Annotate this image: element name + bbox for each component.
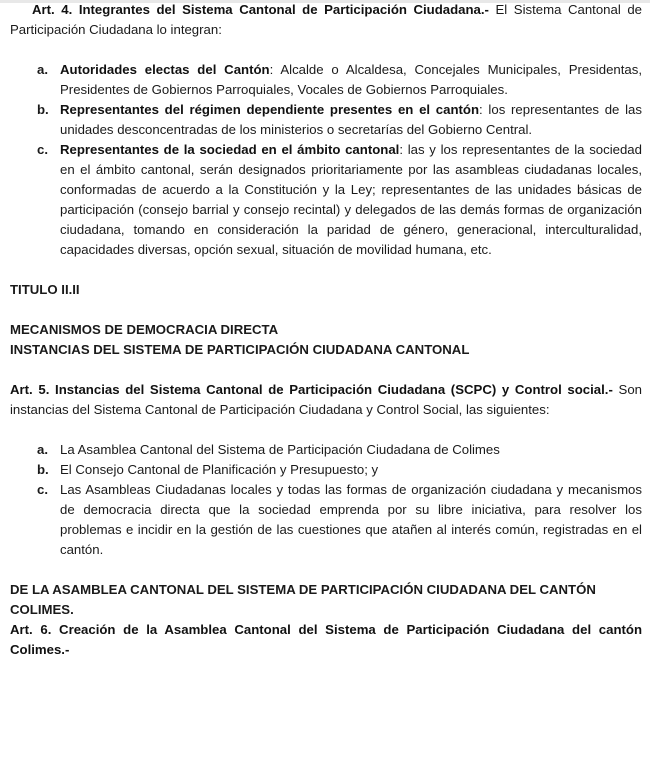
art5-list	[10, 440, 642, 560]
item-title: Autoridades electas del Cantón	[60, 62, 270, 77]
art5-paragraph	[10, 380, 642, 420]
item-text: Las Asambleas Ciudadanas locales y todas las formas de organización ciudadana y mecanismos de democracia directa que la sociedad emprenda por su libre iniciativa, para resolver los problemas e incidir en la gestión de las cuestiones que atañen al interés común, registradas en el cantón.	[60, 482, 642, 557]
art4-item-c	[10, 140, 642, 260]
item-text: : las y los representantes de la sociedad en el ámbito cantonal, serán designados prioritariamente por las asambleas ciudadanas locales, conformadas de acuerdo a la Constitución y la Ley; representantes de las unidades básicas de participación (consejo barrial y consejo recintal) y delegados de las demás formas de organización ciudadana, tomando en consideración la paridad de género, generacional, interculturalidad, capacidades diversas, opción sexual, situación de movilidad humana, etc.	[60, 142, 642, 257]
titulo-heading: TITULO II.II	[10, 282, 80, 297]
list-letter: c.	[37, 142, 48, 157]
art5-item-c	[10, 480, 642, 560]
art5-item-b	[10, 460, 642, 480]
item-text: El Consejo Cantonal de Planificación y Presupuesto; y	[60, 462, 379, 477]
art6-label: Art. 6. Creación de la Asamblea Cantonal del Sistema de Participación Ciudadana del cantón Colimes.-	[10, 622, 642, 657]
art4-label: Art. 4. Integrantes del Sistema Cantonal de Participación Ciudadana.-	[32, 2, 489, 17]
list-letter: c.	[37, 482, 48, 497]
instancias-heading: INSTANCIAS DEL SISTEMA DE PARTICIPACIÓN CIUDADANA CANTONAL	[10, 342, 470, 357]
document-page	[10, 0, 642, 660]
asamblea-heading: DE LA ASAMBLEA CANTONAL DEL SISTEMA DE PARTICIPACIÓN CIUDADANA DEL CANTÓN COLIMES.	[10, 582, 596, 617]
item-title: Representantes de la sociedad en el ámbito cantonal	[60, 142, 400, 157]
list-letter: a.	[37, 62, 48, 77]
mecanismos-heading: MECANISMOS DE DEMOCRACIA DIRECTA	[10, 322, 279, 337]
art5-text: Son instancias del Sistema Cantonal de Participación Ciudadana y Control Social, las siguientes:	[10, 382, 642, 417]
art5-item-a	[10, 440, 642, 460]
art4-text: El Sistema Cantonal de Participación Ciudadana lo integran:	[10, 2, 642, 37]
list-letter: b.	[37, 102, 49, 117]
list-letter: a.	[37, 442, 48, 457]
art6-paragraph	[10, 620, 642, 660]
item-text: : los representantes de las unidades desconcentradas de los ministerios o secretarías del Gobierno Central.	[60, 102, 642, 137]
art4-item-a	[10, 60, 642, 100]
list-letter: b.	[37, 462, 49, 477]
item-text: La Asamblea Cantonal del Sistema de Participación Ciudadana de Colimes	[60, 442, 500, 457]
art4-item-b	[10, 100, 642, 140]
art5-label: Art. 5. Instancias del Sistema Cantonal de Participación Ciudadana (SCPC) y Control social.-	[10, 382, 613, 397]
art4-paragraph	[10, 0, 642, 40]
art4-list	[10, 60, 642, 260]
item-title: Representantes del régimen dependiente presentes en el cantón	[60, 102, 480, 117]
item-text: : Alcalde o Alcaldesa, Concejales Municipales, Presidentas, Presidentes de Gobiernos Parroquiales, Vocales de Gobiernos Parroquiales.	[60, 62, 642, 97]
